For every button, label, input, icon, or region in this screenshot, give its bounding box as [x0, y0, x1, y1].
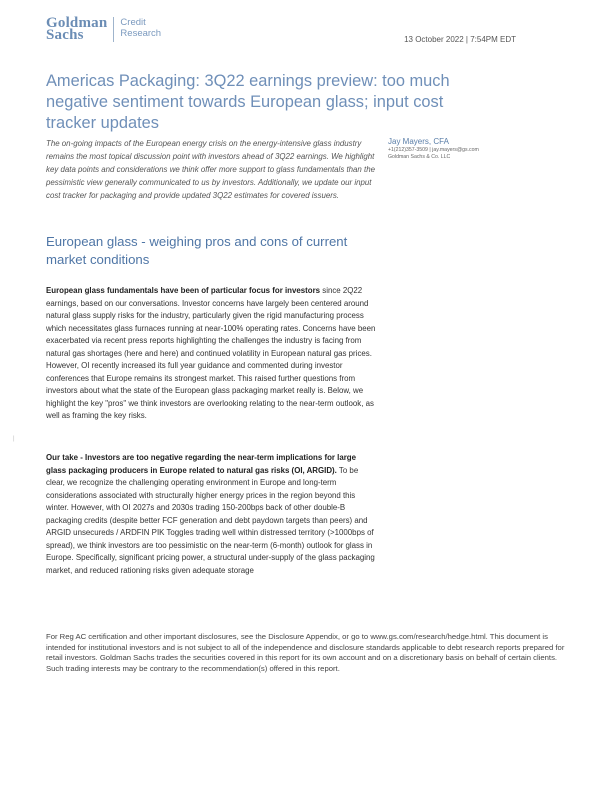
report-date: 13 October 2022 | 7:54PM EDT	[404, 35, 516, 44]
section-heading: European glass - weighing pros and cons of current market conditions	[46, 234, 348, 267]
author-block	[388, 137, 568, 160]
margin-mark: |	[13, 436, 15, 442]
author-firm: Goldman Sachs & Co. LLC	[388, 153, 451, 160]
logo-sub-line-1: Credit	[120, 17, 146, 28]
logo-subtitle	[120, 17, 161, 39]
paragraph-2-lead: Our take - Investors are too negative regarding the near-term implications for large glass packaging producers in Europe related to natural gas risks (OI, ARGID).	[46, 453, 357, 475]
logo-wordmark	[46, 17, 107, 41]
body-paragraph-2	[46, 452, 376, 577]
logo-sub-line-2: Research	[120, 28, 162, 39]
report-title: Americas Packaging: 3Q22 earnings preview: too much negative sentiment towards European glass; input cost tracker updates	[46, 72, 450, 132]
paragraph-2-text: To be clear, we recognize the challenging operating environment in Europe and long-term considerations associated with structurally higher energy prices in the region beyond this winter. However, with OI 2027s and 2030s trading 150-200bps back of other double-B packaging credits (despite better FCF generation and debt paydown targets than peers) and ARGID unsecureds / ARDFIN PIK Toggles trading well within distressed territory (>1000bps of spread), we think investors are too pessimistic on the near-term (6-month) outlook for glass in Europe. Specifically, significant pricing power, a structural under-supply of the glass packaging market, and reduced rationing risks given adequate storage	[46, 465, 375, 575]
disclosure-footer: For Reg AC certification and other important disclosures, see the Disclosure Appendix, or go to www.gs.com/research/hedge.html. This document is intended for institutional investors and is not subject to all of the independence and disclosure standards applicable to debt research reports prepared for retail investors. Goldman Sachs trades the securities covered in this report for its own account and on a discretionary basis on behalf of certain clients. Such trading interests may be contrary to the recommendation(s) offered in this report.	[46, 632, 565, 673]
author-contact[interactable]: +1(212)357-3509 | jay.mayers@gs.com	[388, 147, 479, 153]
logo-divider	[113, 17, 114, 42]
logo-line-1: Goldman	[46, 15, 108, 31]
paragraph-1-text: since 2Q22 earnings, based on our conversations. Investor concerns have largely been centered around natural glass supply risks for the industry, particularly given the rigid manufacturing process which necessitates glass furnaces running at near-100% operating rates. Concerns have been exacerbated via recent press reports highlighting the challenges the industry is facing from natural gas shortages (here and here) and continued volatility in European natural gas prices. However, OI recently increased its full year guidance and commented during investor conferences that Europe remains its strongest market. This raised further questions from investors about what the state of the European glass packaging market really is. Below, we highlight the key "pros" we think investors are overlooking relating to the near-term outlook, as well as framing the key risks.	[46, 286, 376, 421]
paragraph-1-lead: European glass fundamentals have been of particular focus for investors	[46, 286, 321, 295]
author-name[interactable]: Jay Mayers, CFA	[388, 137, 449, 146]
logo-line-2: Sachs	[46, 27, 84, 43]
body-paragraph-1	[46, 285, 376, 423]
report-summary: The on-going impacts of the European energy crisis on the energy-intensive glass industry remains the most topical discussion point with investors ahead of 3Q22 earnings. We highlight key data points and considerations we think offer more support to glass fundamentals than the pessimistic view generally communicated to us by investors. Additionally, we update our input cost tracker for packaging and provide updated 3Q22 estimates for covered issuers.	[46, 139, 375, 200]
goldman-sachs-logo	[46, 17, 161, 42]
